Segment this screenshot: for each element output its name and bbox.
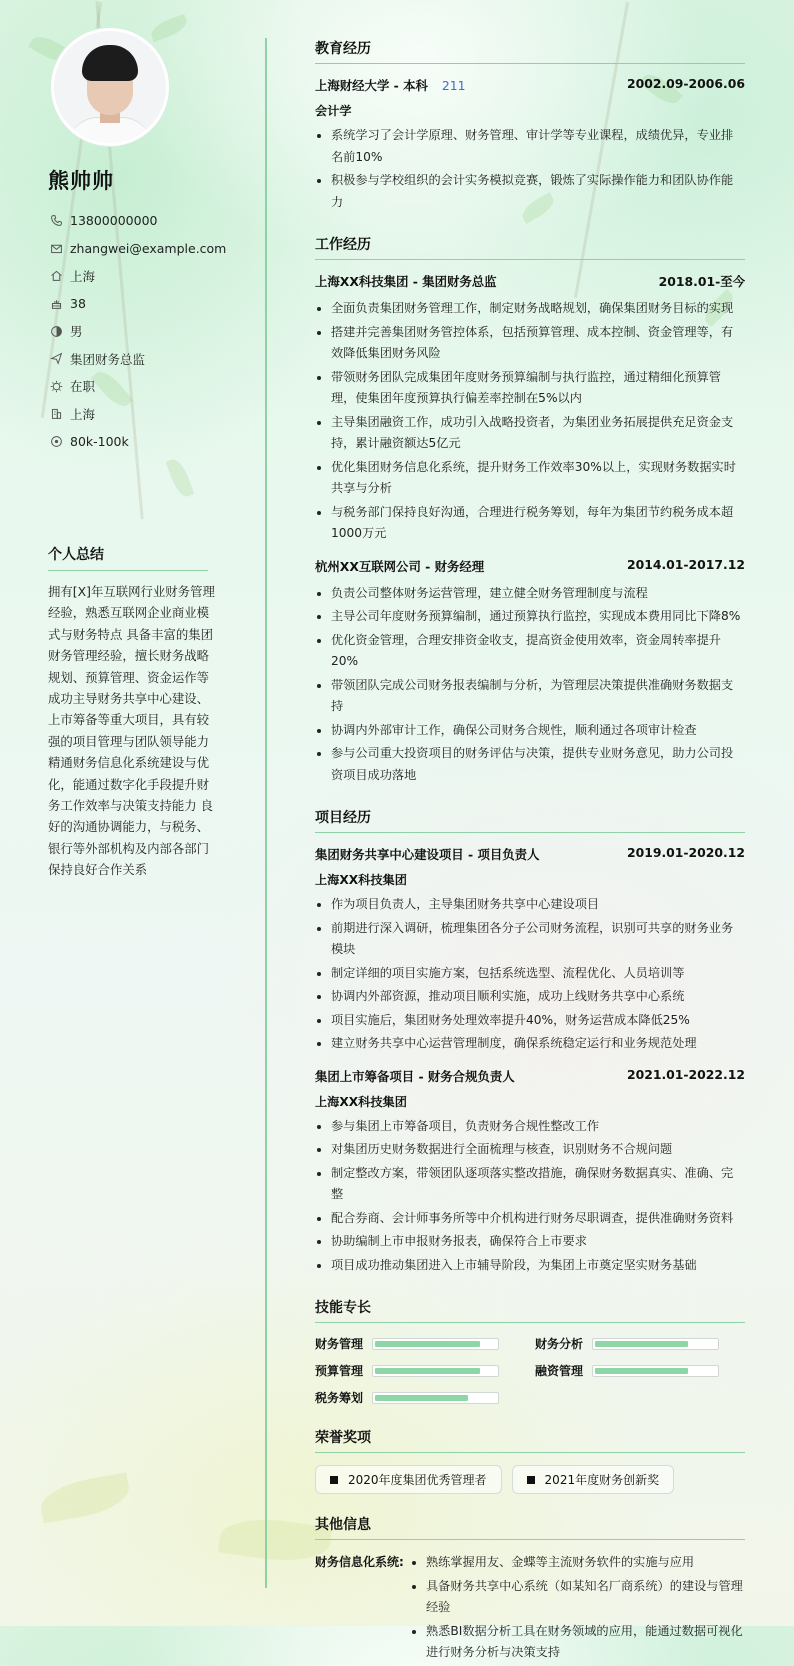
skill-bar [372, 1338, 499, 1350]
job-bullets [315, 298, 745, 545]
skill-name: 财务管理 [315, 1337, 364, 1351]
project-bullets [315, 894, 745, 1055]
list-item: 优化资金管理，合理安排资金收支，提高资金使用效率，资金周转率提升20% [315, 630, 745, 673]
job-title: 上海XX科技集团 - 集团财务总监 [315, 274, 497, 289]
other-row [315, 1552, 745, 1666]
skills-section [315, 1297, 745, 1406]
summary-title: 个人总结 [48, 544, 208, 571]
job-period: 2014.01-2017.12 [626, 556, 745, 572]
list-item: 负责公司整体财务运营管理，建立健全财务管理制度与流程 [315, 583, 745, 605]
list-item: 优化集团财务信息化系统，提升财务工作效率30%以上，实现财务数据实时共享与分析 [315, 457, 745, 500]
education-section [315, 38, 745, 213]
skill-item [315, 1389, 535, 1406]
info-gender [48, 317, 238, 345]
list-item: 参与公司重大投资项目的财务评估与决策，提供专业财务意见，助力公司投资项目成功落地 [315, 743, 745, 786]
skills-grid [315, 1335, 745, 1406]
project-org: 上海XX科技集团 [315, 873, 407, 887]
info-salary [48, 428, 238, 456]
list-item: 制定整改方案，带领团队逐项落实整改措施，确保财务数据真实、准确、完整 [315, 1163, 745, 1206]
gender-text: 男 [70, 324, 83, 340]
project-header [315, 1067, 745, 1085]
skill-fill [595, 1368, 688, 1374]
school-tag: 211 [441, 78, 466, 93]
skill-name: 融资管理 [535, 1364, 584, 1378]
list-item: 项目成功推动集团进入上市辅导阶段，为集团上市奠定坚实财务基础 [315, 1255, 745, 1277]
school-name: 上海财经大学 - 本科 [315, 78, 428, 93]
skill-fill [595, 1341, 688, 1347]
salary-text: 80k-100k [70, 434, 129, 450]
honor-badge [315, 1465, 502, 1494]
section-title: 其他信息 [315, 1514, 745, 1540]
skill-name: 预算管理 [315, 1364, 364, 1378]
info-phone [48, 207, 238, 235]
list-item: 对集团历史财务数据进行全面梳理与核查，识别财务不合规问题 [315, 1139, 745, 1161]
education-bullets [315, 125, 745, 213]
skill-fill [375, 1395, 468, 1401]
section-title: 荣誉奖项 [315, 1427, 745, 1453]
position-text: 集团财务总监 [70, 351, 146, 367]
list-item: 熟练掌握用友、金蝶等主流财务软件的实施与应用 [410, 1552, 745, 1574]
phone-icon [48, 213, 64, 229]
major: 会计学 [315, 104, 352, 118]
phone-text: 13800000000 [70, 213, 158, 229]
education-period: 2002.09-2006.06 [626, 76, 745, 91]
honors-list [315, 1465, 745, 1494]
list-item: 与税务部门保持良好沟通，合理进行税务筹划，每年为集团节约税务成本超1000万元 [315, 502, 745, 545]
list-item: 全面负责集团财务管理工作，制定财务战略规划，确保集团财务目标的实现 [315, 298, 745, 320]
list-item: 搭建并完善集团财务管控体系，包括预算管理、成本控制、资金管理等，有效降低集团财务风险 [315, 322, 745, 365]
skill-bar [592, 1365, 719, 1377]
location-text: 上海 [70, 268, 96, 284]
skill-bar [592, 1338, 719, 1350]
send-icon [48, 351, 64, 367]
other-section [315, 1514, 745, 1666]
other-bullets [410, 1552, 745, 1666]
info-city [48, 400, 238, 428]
project-period: 2021.01-2022.12 [626, 1066, 745, 1082]
square-bullet-icon [330, 1476, 338, 1484]
skill-fill [375, 1368, 480, 1374]
list-item: 积极参与学校组织的会计实务模拟竞赛，锻炼了实际操作能力和团队协作能力 [315, 170, 745, 213]
list-item: 建立财务共享中心运营管理制度，确保系统稳定运行和业务规范处理 [315, 1033, 745, 1055]
job-bullets [315, 583, 745, 787]
info-status [48, 373, 238, 401]
list-item: 协调内外部审计工作，确保公司财务合规性，顺利通过各项审计检查 [315, 720, 745, 742]
skill-item [535, 1362, 745, 1379]
city-text: 上海 [70, 406, 96, 422]
list-item: 制定详细的项目实施方案，包括系统选型、流程优化、人员培训等 [315, 963, 745, 985]
info-location [48, 262, 238, 290]
contact-info-list [48, 207, 238, 455]
skill-item [315, 1362, 535, 1379]
project-title: 集团财务共享中心建设项目 - 项目负责人 [315, 847, 540, 862]
job-header [315, 557, 745, 575]
email-icon [48, 240, 64, 256]
other-label: 财务信息化系统: [315, 1555, 404, 1569]
section-title: 项目经历 [315, 807, 745, 833]
list-item: 带领财务团队完成集团年度财务预算编制与执行监控，通过精细化预算管理，使集团年度预算执行偏差率控制在5%以内 [315, 367, 745, 410]
project-org: 上海XX科技集团 [315, 1094, 407, 1109]
info-email [48, 235, 238, 263]
project-title: 集团上市筹备项目 - 财务合规负责人 [315, 1068, 515, 1084]
list-item: 系统学习了会计学原理、财务管理、审计学等专业课程，成绩优异，专业排名前10% [315, 125, 745, 168]
education-header [315, 76, 745, 94]
cake-icon [48, 296, 64, 312]
info-age [48, 290, 238, 318]
skill-bar [372, 1365, 499, 1377]
list-item: 带领团队完成公司财务报表编制与分析，为管理层决策提供准确财务数据支持 [315, 675, 745, 718]
skill-bar [372, 1392, 499, 1404]
list-item: 熟悉BI数据分析工具在财务领域的应用，能通过数据可视化进行财务分析与决策支持 [410, 1621, 745, 1664]
gender-icon [48, 323, 64, 339]
list-item: 作为项目负责人，主导集团财务共享中心建设项目 [315, 894, 745, 916]
honor-text: 2020年度集团优秀管理者 [348, 1473, 487, 1487]
skill-item [315, 1335, 535, 1352]
status-icon [48, 378, 64, 394]
honor-text: 2021年度财务创新奖 [544, 1473, 660, 1487]
section-title: 教育经历 [315, 38, 745, 64]
skill-fill [375, 1341, 480, 1347]
honors-section [315, 1427, 745, 1494]
list-item: 主导公司年度财务预算编制，通过预算执行监控，实现成本费用同比下降8% [315, 606, 745, 628]
project-header [315, 845, 745, 863]
list-item: 主导集团融资工作，成功引入战略投资者，为集团业务拓展提供充足资金支持，累计融资额达5亿元 [315, 412, 745, 455]
home-icon [48, 268, 64, 284]
list-item: 协调内外部资源，推动项目顺利实施，成功上线财务共享中心系统 [315, 986, 745, 1008]
projects-section [315, 807, 745, 1276]
list-item: 配合券商、会计师事务所等中介机构进行财务尽职调查，提供准确财务资料 [315, 1208, 745, 1230]
skill-item [535, 1335, 745, 1352]
age-text: 38 [70, 296, 86, 312]
column-divider [265, 38, 267, 1588]
work-section [315, 234, 745, 786]
email-text: zhangwei@example.com [70, 240, 227, 256]
building-icon [48, 406, 64, 422]
section-title: 技能专长 [315, 1297, 745, 1323]
list-item: 协助编制上市申报财务报表，确保符合上市要求 [315, 1231, 745, 1253]
project-period: 2019.01-2020.12 [626, 845, 745, 860]
info-position [48, 345, 238, 373]
avatar [51, 28, 169, 146]
skill-name: 财务分析 [535, 1337, 584, 1351]
person-name: 熊帅帅 [48, 169, 114, 193]
job-header [315, 272, 745, 290]
list-item: 参与集团上市筹备项目，负责财务合规性整改工作 [315, 1116, 745, 1138]
skill-name: 税务筹划 [315, 1391, 364, 1405]
summary-text: 拥有[X]年互联网行业财务管理经验，熟悉互联网企业商业模式与财务特点 具备丰富的集团财务管理经验，擅长财务战略规划、预算管理、资金运作等 成功主导财务共享中心建设、上市筹备等重大项目，具有较强的项目管理与团队领导能力 精通财务信息化系统建设与优化，能通过数字化手段提升财务工作效率与决策支持能力 良好的沟通协调能力，与税务、银行等外部机构及内部各部门保持良好合作关系 [48, 584, 215, 878]
profile-panel [48, 28, 238, 455]
section-title: 工作经历 [315, 234, 745, 260]
project-bullets [315, 1116, 745, 1277]
honor-badge [512, 1465, 675, 1494]
square-bullet-icon [527, 1476, 535, 1484]
salary-icon [48, 434, 64, 450]
list-item: 前期进行深入调研，梳理集团各分子公司财务流程，识别可共享的财务业务模块 [315, 918, 745, 961]
list-item: 具备财务共享中心系统（如某知名厂商系统）的建设与管理经验 [410, 1576, 745, 1619]
list-item: 项目实施后，集团财务处理效率提升40%，财务运营成本降低25% [315, 1010, 745, 1032]
resume-main [315, 38, 745, 1666]
job-title: 杭州XX互联网公司 - 财务经理 [315, 558, 485, 574]
job-period: 2018.01-至今 [658, 274, 745, 289]
status-text: 在职 [70, 379, 96, 395]
